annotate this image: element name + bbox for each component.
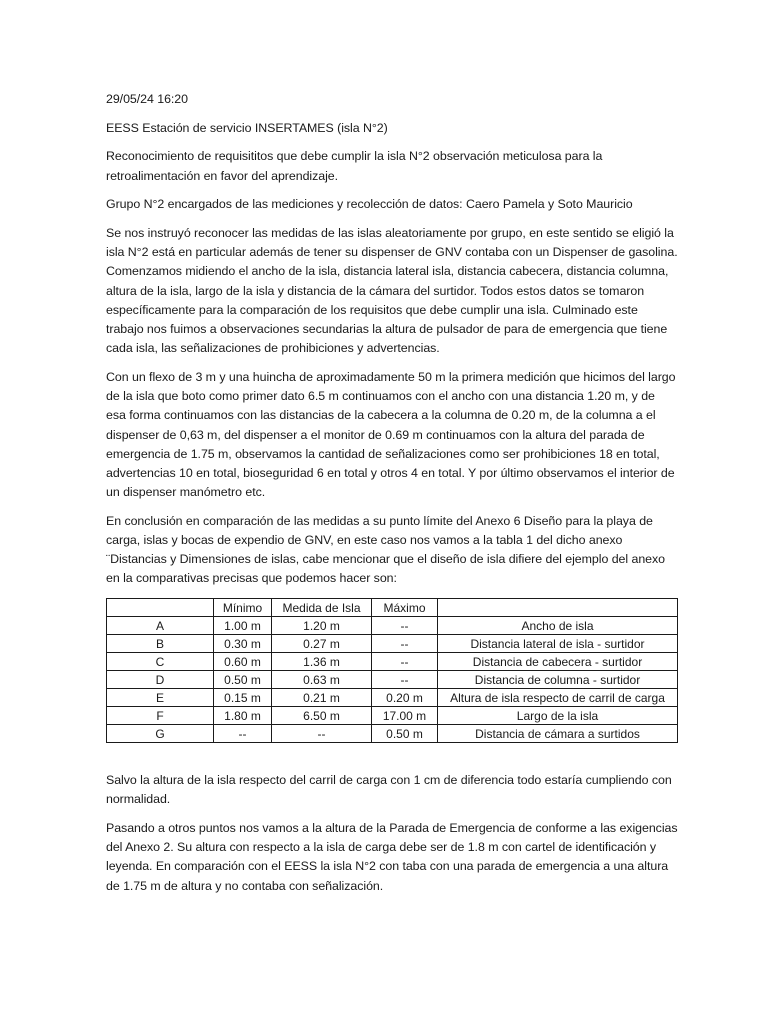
table-row: [107, 671, 678, 689]
table-row: [107, 617, 678, 635]
timestamp: 29/05/24 16:20: [106, 92, 188, 106]
minimum-cell: --: [214, 725, 272, 743]
intro-paragraph: Reconocimiento de requisititos que debe cumplir la isla N°2 observación meticulosa para la retroalimentación en favor del aprendizaje.: [106, 149, 603, 183]
row-label-cell: A: [107, 617, 214, 635]
row-label-cell: G: [107, 725, 214, 743]
minimum-cell: 1.00 m: [214, 617, 272, 635]
row-label-cell: F: [107, 707, 214, 725]
maximum-cell: 17.00 m: [372, 707, 438, 725]
island-measure-cell: --: [272, 725, 372, 743]
table-row: [107, 707, 678, 725]
row-label-cell: E: [107, 689, 214, 707]
compliance-paragraph: Salvo la altura de la isla respecto del carril de carga con 1 cm de diferencia todo estaría cumpliendo con normalidad.: [106, 773, 672, 807]
minimum-cell: 1.80 m: [214, 707, 272, 725]
description-cell: Largo de la isla: [438, 707, 678, 725]
table-header-row: [107, 599, 678, 617]
table-row: [107, 725, 678, 743]
maximum-cell: --: [372, 653, 438, 671]
header-cell-label: [107, 599, 214, 617]
minimum-cell: 0.30 m: [214, 635, 272, 653]
minimum-cell: 0.15 m: [214, 689, 272, 707]
document-heading: EESS Estación de servicio INSERTAMES (isla N°2): [106, 120, 388, 135]
description-cell: Distancia de cabecera - surtidor: [438, 653, 678, 671]
row-label-cell: D: [107, 671, 214, 689]
table-row: [107, 653, 678, 671]
maximum-cell: --: [372, 635, 438, 653]
description-cell: Distancia de columna - surtidor: [438, 671, 678, 689]
header-cell-maximum: Máximo: [372, 599, 438, 617]
conclusion-paragraph: En conclusión en comparación de las medidas a su punto límite del Anexo 6 Diseño para la playa de carga, islas y bocas de expendio de GNV, en este caso nos vamos a la tabla 1 del dicho anexo ¨Distancias y Dimensiones de islas, cabe mencionar que el diseño de isla difiere del ejemplo del anexo en la comparativas precisas que podemos hacer son:: [106, 513, 665, 586]
table-row: [107, 635, 678, 653]
island-measure-cell: 1.20 m: [272, 617, 372, 635]
description-cell: Altura de isla respecto de carril de carga: [438, 689, 678, 707]
emergency-stop-paragraph: Pasando a otros puntos nos vamos a la altura de la Parada de Emergencia de conforme a las exigencias del Anexo 2. Su altura con respecto a la isla de carga debe ser de 1.8 m con cartel de identificación y leyenda. En comparación con el EESS la isla N°2 con taba con una parada de emergencia a una altura de 1.75 m de altura y no contaba con señalización.: [106, 821, 678, 893]
table-row: [107, 689, 678, 707]
description-cell: Distancia de cámara a surtidos: [438, 725, 678, 743]
island-measure-cell: 6.50 m: [272, 707, 372, 725]
maximum-cell: --: [372, 617, 438, 635]
header-cell-island-measure: Medida de Isla: [272, 599, 372, 617]
island-measure-cell: 1.36 m: [272, 653, 372, 671]
maximum-cell: 0.20 m: [372, 689, 438, 707]
maximum-cell: --: [372, 671, 438, 689]
minimum-cell: 0.50 m: [214, 671, 272, 689]
description-cell: Ancho de isla: [438, 617, 678, 635]
island-measure-cell: 0.63 m: [272, 671, 372, 689]
row-label-cell: C: [107, 653, 214, 671]
requirements-table: [106, 598, 678, 743]
island-measure-cell: 0.21 m: [272, 689, 372, 707]
document-page: [106, 90, 678, 905]
measurements-paragraph: Con un flexo de 3 m y una huincha de aproximadamente 50 m la primera medición que hicimos del largo de la isla que boto como primer dato 6.5 m continuamos con el ancho con una distancia 1.20 m, y de esa forma continuamos con las distancias de la cabecera a la columna de 0.20 m, de la columna a el dispenser de 0,63 m, del dispenser a el monitor de 0.69 m continuamos con la altura del parada de emergencia de 1.75 m, observamos la cantidad de señalizaciones como ser prohibiciones 18 en total, advertencias 10 en total, bioseguridad 6 en total y otros 4 en total. Y por último observamos el interior de un dispenser manómetro etc.: [106, 369, 676, 500]
method-paragraph: Se nos instruyó reconocer las medidas de las islas aleatoriamente por grupo, en este sentido se eligió la isla N°2 está en particular además de tener su dispenser de GNV contaba con un Dispenser de gasolina. Comenzamos midiendo el ancho de la isla, distancia lateral isla, distancia cabecera, distancia columna, altura de la isla, largo de la isla y distancia de la cámara del surtidor. Todos estos datos se tomaron específicamente para la comparación de los requisitos que debe cumplir una isla. Culminado este trabajo nos fuimos a observaciones secundarias la altura de pulsador de para de emergencia que tiene cada isla, las señalizaciones de prohibiciones y advertencias.: [106, 226, 678, 356]
group-paragraph: Grupo N°2 encargados de las mediciones y recolección de datos: Caero Pamela y Soto Mauricio: [106, 197, 633, 212]
description-cell: Distancia lateral de isla - surtidor: [438, 635, 678, 653]
row-label-cell: B: [107, 635, 214, 653]
header-cell-minimum: Mínimo: [214, 599, 272, 617]
island-measure-cell: 0.27 m: [272, 635, 372, 653]
maximum-cell: 0.50 m: [372, 725, 438, 743]
minimum-cell: 0.60 m: [214, 653, 272, 671]
header-cell-description: [438, 599, 678, 617]
